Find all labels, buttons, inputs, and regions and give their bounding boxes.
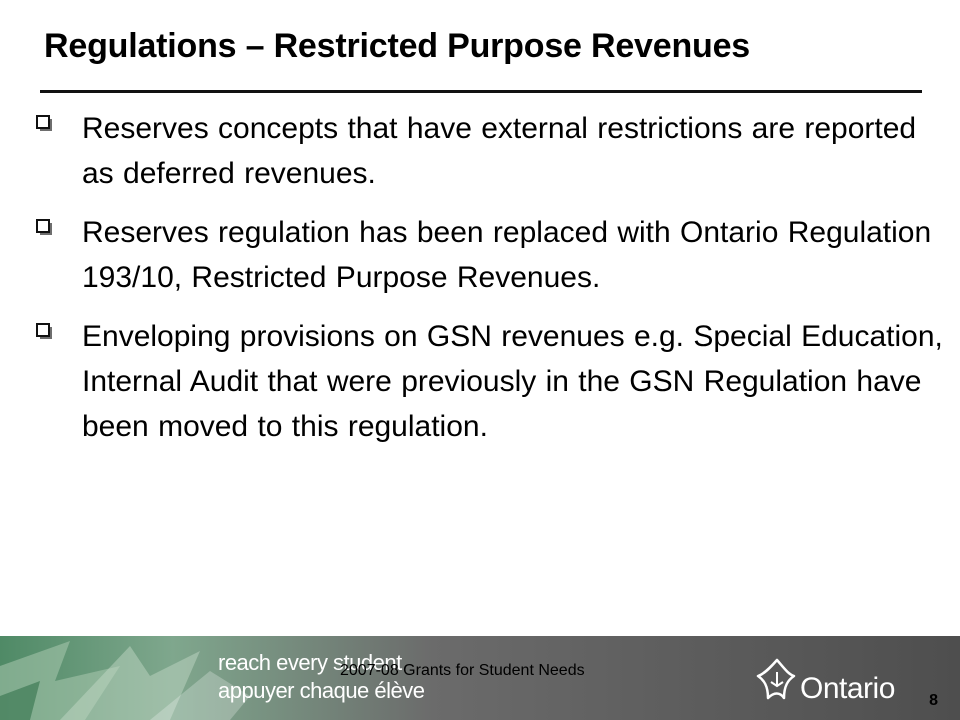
bullet-item [36, 314, 946, 449]
bullet-item [36, 210, 946, 300]
bullet-text: Reserves concepts that have external restrictions are reported as deferred revenues. [82, 112, 917, 190]
ontario-logo-text: Ontario [800, 672, 895, 705]
hollow-square-bullet-icon [36, 115, 53, 132]
bullet-item [36, 106, 946, 196]
bullet-list [36, 106, 946, 463]
footer-note: 2007-08 Grants for Student Needs [340, 662, 585, 679]
footer-banner [0, 636, 960, 720]
bullet-text: Reserves regulation has been replaced with Ontario Regulation 193/10, Restricted Purpose Revenues. [82, 216, 932, 294]
hollow-square-bullet-icon [36, 219, 53, 236]
tagline-english: reach every student [218, 650, 402, 675]
bullet-text: Enveloping provisions on GSN revenues e.g. Special Education, Internal Audit that were previously in the GSN Regulation have been moved to this regulation. [82, 320, 943, 443]
tagline-french: appuyer chaque élève [218, 678, 425, 703]
slide-title: Regulations – Restricted Purpose Revenues [44, 27, 751, 65]
page-number: 8 [929, 692, 938, 709]
trillium-icon [754, 658, 800, 702]
hollow-square-bullet-icon [36, 323, 53, 340]
title-divider [40, 90, 922, 93]
